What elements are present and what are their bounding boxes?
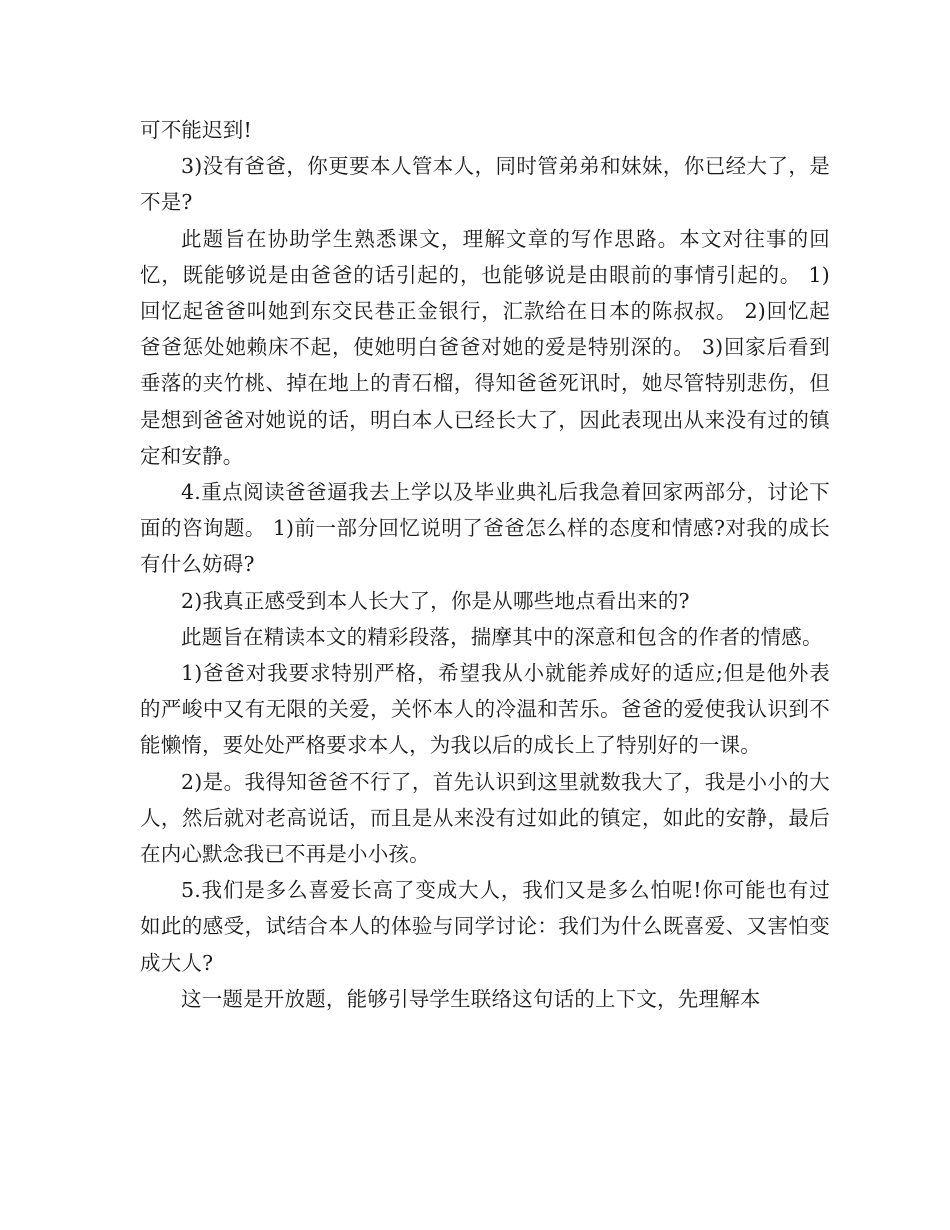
paragraph-question-4: 4.重点阅读爸爸逼我去上学以及毕业典礼后我急着回家两部分，讨论下面的咨询题。 1)前一部分回忆说明了爸爸怎么样的态度和情感?对我的成长有什么妨碍? bbox=[140, 480, 830, 577]
paragraph-answer-4-2: 2)是。我得知爸爸不行了，首先认识到这里就数我大了，我是小小的大人，然后就对老高说话，而且是从来没有过如此的镇定，如此的安静，最后在内心默念我已不再是小小孩。 bbox=[140, 769, 830, 867]
paragraph-answer-3: 3)没有爸爸，你更要本人管本人，同时管弟弟和妹妹，你已经大了，是不是? bbox=[140, 154, 830, 215]
paragraph-continuation: 可不能迟到! bbox=[140, 118, 252, 142]
paragraph-explanation-2: 此题旨在精读本文的精彩段落，揣摩其中的深意和包含的作者的情感。 bbox=[181, 624, 823, 649]
paragraph-explanation-1: 此题旨在协助学生熟悉课文，理解文章的写作思路。本文对往事的回忆，既能够说是由爸爸的话引起的，也能够说是由眼前的事情引起的。 1)回忆起爸爸叫她到东交民巷正金银行，汇款给在日本的陈叔叔。 2)回忆起爸爸惩处她赖床不起，使她明白爸爸对她的爱是特别深的。 3)回家后看到垂落的夹竹桃、掉在地上的青石榴，得知爸爸死讯时，她尽管特别悲伤，但是想到爸爸对她说的话，明白本人已经长大了，因此表现出从来没有过的镇定和安静。 bbox=[140, 226, 830, 468]
paragraph-question-4-part-2: 2)我真正感受到本人长大了，你是从哪些地点看出来的? bbox=[181, 588, 690, 613]
paragraph-question-5: 5.我们是多么喜爱长高了变成大人，我们又是多么怕呢!你可能也有过如此的感受，试结合本人的体验与同学讨论：我们为什么既喜爱、又害怕变成大人? bbox=[140, 878, 830, 975]
paragraph-explanation-3: 这一题是开放题，能够引导学生联络这句话的上下文，先理解本 bbox=[181, 986, 761, 1011]
document-body bbox=[140, 112, 830, 1017]
paragraph-answer-4-1: 1)爸爸对我要求特别严格，希望我从小就能养成好的适应;但是他外表的严峻中又有无限的关爱，关怀本人的冷温和苦乐。爸爸的爱使我认识到不能懒惰，要处处严格要求本人，为我以后的成长上了特别好的一课。 bbox=[140, 661, 830, 758]
